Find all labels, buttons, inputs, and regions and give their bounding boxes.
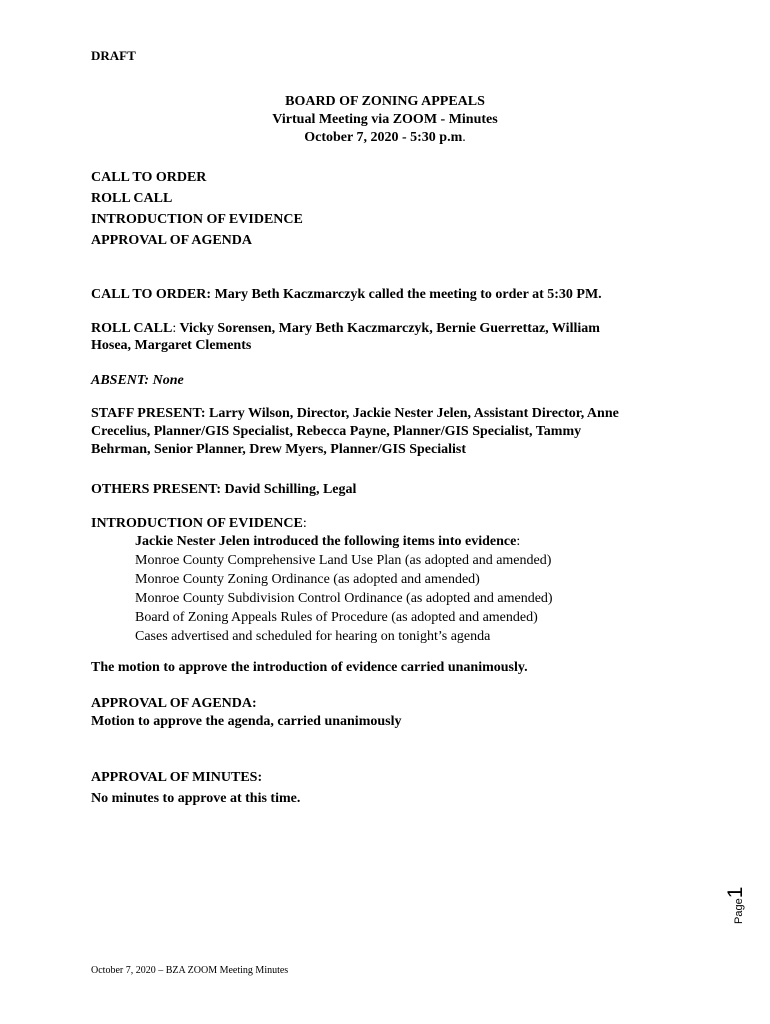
meeting-date-time [0,129,770,147]
introduction-heading-text: INTRODUCTION OF EVIDENCE [91,516,303,531]
page-marker-number: 1 [724,886,747,899]
motion-evidence-line: The motion to approve the introduction of evidence carried unanimously. [91,660,528,675]
evidence-item: Cases advertised and scheduled for hearing on tonight’s agenda [135,629,491,644]
others-present-line: OTHERS PRESENT: David Schilling, Legal [91,482,357,497]
document-subtitle: Virtual Meeting via ZOOM - Minutes [272,112,498,127]
approval-minutes-text: No minutes to approve at this time. [91,791,301,806]
approval-agenda-heading: APPROVAL OF AGENDA: [91,696,257,711]
call-to-order-paragraph: CALL TO ORDER: Mary Beth Kaczmarczyk called the meeting to order at 5:30 PM. [91,287,602,302]
staff-present-line: STAFF PRESENT: Larry Wilson, Director, Jackie Nester Jelen, Assistant Director, Anne [91,406,619,421]
staff-present-paragraph [91,405,619,459]
introduction-statement-colon: : [516,534,521,549]
meeting-date-time-text: October 7, 2020 - 5:30 p.m [304,130,463,145]
approval-minutes-section [91,767,300,809]
agenda-item: ROLL CALL [91,191,173,206]
page-marker [706,884,746,924]
agenda-item: CALL TO ORDER [91,170,207,185]
page-marker-word: Page [733,898,745,924]
introduction-statement-text: Jackie Nester Jelen introduced the following items into evidence [135,534,517,549]
agenda-list [91,167,303,251]
roll-call-members-line2: Hosea, Margaret Clements [91,338,252,353]
meeting-date-time-period: . [462,130,466,145]
agenda-item: APPROVAL OF AGENDA [91,233,253,248]
approval-minutes-heading: APPROVAL OF MINUTES: [91,770,263,785]
agenda-item: INTRODUCTION OF EVIDENCE [91,212,303,227]
evidence-item: Monroe County Comprehensive Land Use Plan (as adopted and amended) [135,553,552,568]
page-footer: October 7, 2020 – BZA ZOOM Meeting Minutes [91,965,289,976]
roll-call-paragraph [91,320,600,354]
introduction-heading [91,515,307,532]
roll-call-label: ROLL CALL [91,321,173,336]
document-header [0,93,770,147]
roll-call-members-line1: Vicky Sorensen, Mary Beth Kaczmarczyk, Bernie Guerrettaz, William [176,321,600,336]
staff-present-line: Crecelius, Planner/GIS Specialist, Rebecca Payne, Planner/GIS Specialist, Tammy [91,424,582,439]
evidence-item: Monroe County Zoning Ordinance (as adopted and amended) [135,572,480,587]
absent-line: ABSENT: None [91,373,184,388]
evidence-item: Board of Zoning Appeals Rules of Procedure (as adopted and amended) [135,610,538,625]
evidence-list [135,551,553,646]
evidence-item: Monroe County Subdivision Control Ordinance (as adopted and amended) [135,591,553,606]
staff-present-line: Behrman, Senior Planner, Drew Myers, Planner/GIS Specialist [91,442,467,457]
introduction-statement [135,533,520,550]
approval-agenda-section [91,695,401,731]
introduction-heading-colon: : [302,516,307,531]
document-title: BOARD OF ZONING APPEALS [285,94,485,109]
approval-agenda-text: Motion to approve the agenda, carried unanimously [91,714,402,729]
draft-label: DRAFT [91,48,136,63]
roll-call-colon: : [172,321,177,336]
